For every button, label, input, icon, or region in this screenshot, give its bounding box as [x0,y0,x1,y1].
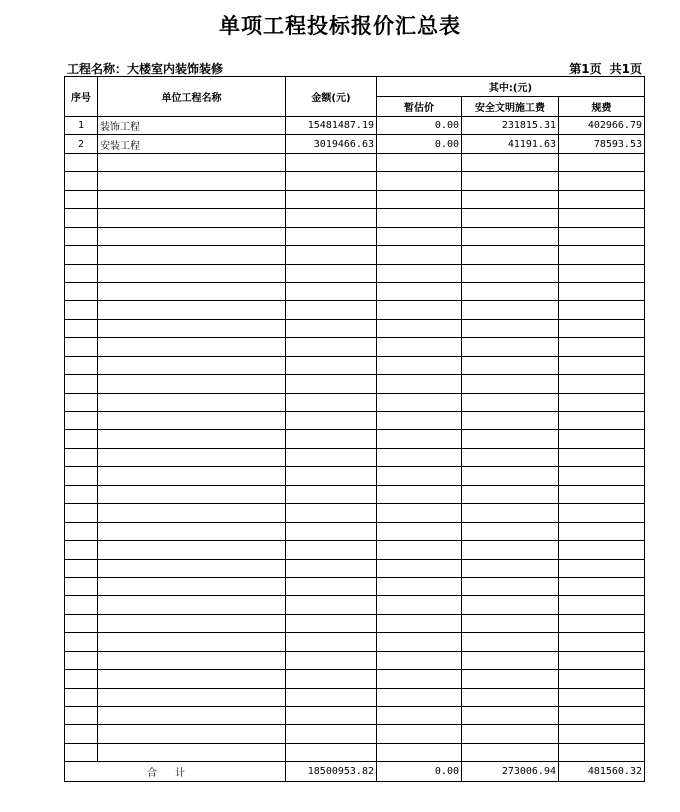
empty-cell [98,485,286,503]
empty-row [65,412,645,430]
empty-cell [98,319,286,337]
empty-cell [377,707,462,725]
total-safety-fee: 273006.94 [462,762,559,782]
empty-cell [559,301,645,319]
empty-row [65,190,645,208]
empty-cell [286,172,377,190]
empty-cell [462,504,559,522]
summary-table [64,76,645,782]
empty-cell [98,688,286,706]
empty-cell [98,522,286,540]
empty-cell [559,743,645,761]
empty-cell [377,448,462,466]
empty-cell [286,559,377,577]
row-provisional: 0.00 [377,135,462,153]
empty-row [65,393,645,411]
row-unit-name: 装饰工程 [98,117,286,135]
empty-cell [377,559,462,577]
empty-row [65,522,645,540]
empty-cell [65,743,98,761]
empty-cell [462,743,559,761]
empty-cell [462,688,559,706]
empty-cell [286,356,377,374]
empty-row [65,670,645,688]
empty-cell [98,504,286,522]
empty-cell [559,375,645,393]
empty-cell [559,190,645,208]
empty-cell [559,522,645,540]
empty-cell [65,375,98,393]
empty-cell [377,485,462,503]
empty-cell [462,614,559,632]
empty-cell [377,522,462,540]
empty-cell [98,227,286,245]
total-provisional: 0.00 [377,762,462,782]
header-provisional: 暂估价 [377,97,462,117]
empty-row [65,338,645,356]
empty-row [65,430,645,448]
empty-row [65,743,645,761]
empty-cell [377,688,462,706]
row-fees: 78593.53 [559,135,645,153]
empty-cell [377,190,462,208]
empty-cell [377,393,462,411]
empty-cell [98,633,286,651]
empty-cell [377,227,462,245]
empty-cell [462,356,559,374]
empty-cell [65,467,98,485]
empty-cell [65,485,98,503]
empty-cell [98,670,286,688]
empty-cell [65,227,98,245]
empty-row [65,375,645,393]
empty-cell [462,448,559,466]
empty-cell [286,448,377,466]
empty-cell [286,467,377,485]
empty-cell [286,282,377,300]
empty-cell [462,485,559,503]
empty-cell [462,282,559,300]
empty-cell [377,153,462,171]
empty-cell [462,190,559,208]
empty-cell [462,412,559,430]
empty-cell [286,725,377,743]
empty-row [65,209,645,227]
empty-cell [98,614,286,632]
empty-row [65,651,645,669]
table-row [65,135,645,153]
empty-cell [65,596,98,614]
empty-row [65,172,645,190]
empty-cell [559,614,645,632]
empty-cell [462,559,559,577]
empty-cell [65,541,98,559]
empty-cell [559,338,645,356]
row-provisional: 0.00 [377,117,462,135]
row-amount: 3019466.63 [286,135,377,153]
page-total: 共1页 [609,62,642,76]
header-fees: 规费 [559,97,645,117]
empty-cell [462,577,559,595]
empty-cell [462,227,559,245]
empty-row [65,541,645,559]
empty-cell [65,153,98,171]
empty-cell [286,633,377,651]
empty-cell [98,209,286,227]
empty-cell [377,651,462,669]
empty-cell [286,246,377,264]
empty-cell [462,338,559,356]
empty-cell [559,485,645,503]
empty-row [65,596,645,614]
empty-cell [377,356,462,374]
empty-cell [377,596,462,614]
header-among: 其中:(元) [377,77,645,97]
empty-cell [559,209,645,227]
empty-cell [98,651,286,669]
empty-cell [559,541,645,559]
empty-cell [286,190,377,208]
empty-cell [65,522,98,540]
empty-cell [462,209,559,227]
empty-row [65,633,645,651]
empty-cell [98,282,286,300]
empty-cell [377,282,462,300]
empty-row [65,688,645,706]
empty-cell [462,467,559,485]
empty-cell [559,707,645,725]
empty-row [65,467,645,485]
empty-cell [559,319,645,337]
page-info [569,60,642,77]
empty-cell [462,319,559,337]
empty-row [65,246,645,264]
table-body [65,117,645,762]
total-fees: 481560.32 [559,762,645,782]
empty-cell [65,688,98,706]
empty-cell [559,596,645,614]
empty-cell [377,577,462,595]
empty-cell [98,375,286,393]
empty-row [65,356,645,374]
empty-cell [98,412,286,430]
empty-cell [65,356,98,374]
total-amount: 18500953.82 [286,762,377,782]
empty-cell [462,246,559,264]
empty-cell [98,172,286,190]
empty-cell [286,430,377,448]
row-safety-fee: 231815.31 [462,117,559,135]
empty-cell [98,725,286,743]
empty-cell [462,153,559,171]
empty-row [65,264,645,282]
empty-cell [462,633,559,651]
empty-row [65,504,645,522]
empty-cell [377,743,462,761]
empty-row [65,448,645,466]
empty-cell [98,430,286,448]
empty-cell [65,246,98,264]
empty-cell [377,725,462,743]
empty-cell [98,338,286,356]
table-row [65,117,645,135]
empty-cell [559,633,645,651]
empty-cell [65,172,98,190]
empty-cell [377,264,462,282]
empty-cell [559,670,645,688]
empty-cell [377,412,462,430]
empty-cell [98,153,286,171]
empty-cell [98,393,286,411]
empty-cell [377,246,462,264]
empty-cell [462,670,559,688]
empty-cell [98,577,286,595]
empty-cell [65,412,98,430]
empty-cell [559,246,645,264]
empty-cell [377,209,462,227]
project-name: 工程名称：大楼室内装饰装修 [67,62,224,76]
empty-cell [462,651,559,669]
empty-cell [462,430,559,448]
empty-cell [559,688,645,706]
empty-cell [462,725,559,743]
empty-cell [377,633,462,651]
empty-cell [65,319,98,337]
empty-row [65,319,645,337]
empty-cell [462,172,559,190]
empty-cell [462,375,559,393]
empty-cell [286,393,377,411]
header-seq: 序号 [65,77,98,117]
empty-cell [559,448,645,466]
empty-cell [65,282,98,300]
row-seq: 2 [65,135,98,153]
page-title: 单项工程投标报价汇总表 [219,13,461,38]
empty-row [65,577,645,595]
empty-cell [377,301,462,319]
empty-cell [98,743,286,761]
empty-cell [65,430,98,448]
empty-cell [98,301,286,319]
empty-cell [286,651,377,669]
empty-cell [65,614,98,632]
empty-cell [559,227,645,245]
empty-cell [559,651,645,669]
empty-cell [286,688,377,706]
empty-cell [286,209,377,227]
empty-cell [98,448,286,466]
empty-cell [65,577,98,595]
empty-cell [559,430,645,448]
empty-cell [559,725,645,743]
row-seq: 1 [65,117,98,135]
empty-cell [559,282,645,300]
empty-cell [98,356,286,374]
empty-cell [462,707,559,725]
empty-cell [65,670,98,688]
empty-cell [65,725,98,743]
row-amount: 15481487.19 [286,117,377,135]
empty-cell [286,596,377,614]
empty-cell [286,614,377,632]
empty-cell [65,504,98,522]
empty-cell [98,246,286,264]
empty-cell [462,541,559,559]
total-label: 合计 [65,762,286,782]
empty-cell [286,541,377,559]
empty-cell [98,707,286,725]
page-current: 第1页 [569,62,602,76]
empty-cell [377,467,462,485]
empty-cell [462,522,559,540]
empty-cell [559,467,645,485]
empty-cell [377,375,462,393]
empty-cell [377,670,462,688]
empty-cell [286,504,377,522]
empty-cell [98,190,286,208]
empty-cell [286,577,377,595]
header-unit-name: 单位工程名称 [98,77,286,117]
empty-cell [65,338,98,356]
empty-cell [65,301,98,319]
empty-cell [65,393,98,411]
empty-row [65,227,645,245]
empty-cell [98,467,286,485]
empty-cell [377,614,462,632]
empty-row [65,707,645,725]
empty-cell [286,375,377,393]
empty-cell [98,541,286,559]
empty-cell [559,264,645,282]
empty-cell [65,559,98,577]
empty-cell [377,319,462,337]
empty-cell [286,319,377,337]
empty-cell [559,393,645,411]
total-row [65,762,645,782]
empty-cell [559,504,645,522]
empty-cell [559,153,645,171]
empty-cell [65,448,98,466]
row-unit-name: 安装工程 [98,135,286,153]
empty-cell [286,301,377,319]
empty-cell [286,522,377,540]
empty-cell [559,559,645,577]
empty-cell [377,504,462,522]
empty-cell [286,264,377,282]
empty-cell [98,559,286,577]
empty-cell [65,707,98,725]
empty-row [65,614,645,632]
empty-cell [559,172,645,190]
empty-cell [462,393,559,411]
row-fees: 402966.79 [559,117,645,135]
empty-cell [65,264,98,282]
empty-row [65,559,645,577]
empty-cell [377,172,462,190]
empty-cell [377,541,462,559]
empty-cell [286,153,377,171]
empty-cell [98,596,286,614]
empty-row [65,485,645,503]
empty-cell [462,596,559,614]
empty-cell [462,264,559,282]
empty-row [65,153,645,171]
empty-cell [286,670,377,688]
empty-cell [286,485,377,503]
empty-cell [286,338,377,356]
header-safety-fee: 安全文明施工费 [462,97,559,117]
empty-cell [377,338,462,356]
empty-cell [65,633,98,651]
empty-cell [286,412,377,430]
empty-cell [286,743,377,761]
empty-cell [65,651,98,669]
empty-cell [377,430,462,448]
empty-cell [462,301,559,319]
empty-cell [286,227,377,245]
empty-cell [65,190,98,208]
row-safety-fee: 41191.63 [462,135,559,153]
empty-cell [559,356,645,374]
empty-cell [98,264,286,282]
empty-row [65,282,645,300]
empty-cell [65,209,98,227]
header-amount: 金额(元) [286,77,377,117]
empty-row [65,301,645,319]
empty-cell [559,412,645,430]
empty-cell [559,577,645,595]
empty-row [65,725,645,743]
empty-cell [286,707,377,725]
